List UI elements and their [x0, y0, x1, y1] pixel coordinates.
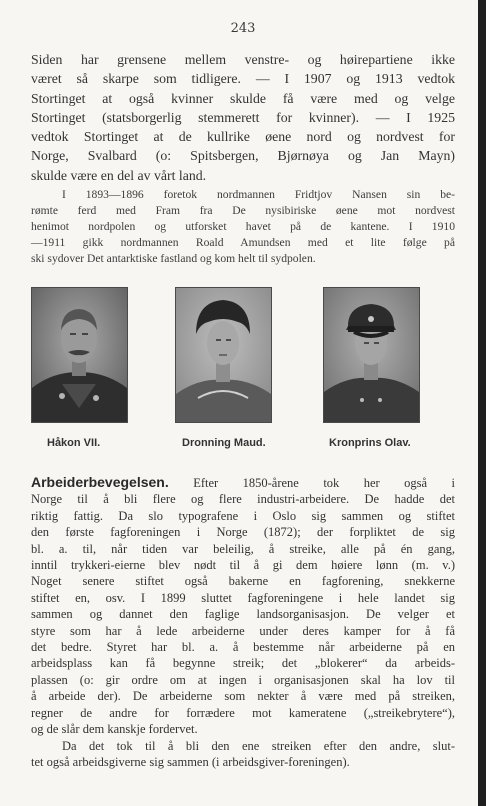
portrait-king-haakon [31, 287, 128, 423]
text-line: Norge, Svalbard (o: Spitsbergen, Bjørnøya og Jan Mayn) [31, 148, 455, 164]
text-line: skulde være en del av vårt land. [31, 167, 207, 183]
caption-crown-prince-olav: Kronprins Olav. [329, 437, 411, 449]
portrait-crown-prince-olav [323, 287, 420, 423]
text-line: Norge til å bli flere og flere industri-arbeidere. De hadde det [31, 492, 455, 507]
text-line: bl. a. til, når tiden var beleilig, å streike, alle på én gang, [31, 541, 455, 556]
paragraph-explorers [31, 187, 455, 267]
text-line: sammen og dannet den faglige landsorganisasjon. De velger et [31, 607, 455, 622]
text-line: ski sydover Det antarktiske fastland og kom helt til sydpolen. [31, 252, 316, 265]
text-line: —1911 gikk nordmannen Roald Amundsen med et lite følge på [31, 236, 455, 249]
scan-edge [478, 0, 486, 806]
text-line: været så skarpe som tidligere. — I 1907 og 1913 vedtok [31, 71, 455, 87]
text-line: inntil trykkeri-eierne blev nødt til å gi dem høiere lønn (m. v.) [31, 558, 455, 573]
text-line: Stortinget (statsborgerlig stemmerett for kvinner). — I 1925 [31, 109, 455, 125]
caption-queen-maud: Dronning Maud. [182, 437, 266, 449]
text-line: den første fagforeningen i Norge (1872); der forpliktet de sig [31, 525, 455, 540]
section-heading: Arbeiderbevegelsen. [31, 474, 169, 490]
text-line: tet også arbeidsgiverne sig sammen (i arbeidsgiver-foreningen). [31, 754, 350, 769]
heading-line-rest: Efter 1850-årene tok her også i [193, 476, 456, 490]
text-line: I 1893—1896 foretok nordmannen Fridtjov Nansen sin be- [62, 188, 455, 201]
text-line: plassen (o: gir ordre om at ingen i organisasjonen skal ha lov til [31, 672, 455, 687]
text-line: Siden har grensene mellem venstre- og høirepartiene ikke [31, 52, 455, 67]
text-line: vedtok Stortinget at de kullrike øene nord og nordvest for [31, 129, 455, 145]
text-line: Stortinget at også kvinner skulde få være med og velge [31, 90, 455, 106]
paragraph-suffrage [31, 50, 455, 185]
text-line: henimot nordpolen og utforsket havet på de kantene. I 1910 [31, 220, 455, 233]
page-number: 243 [230, 21, 256, 36]
text-line: regner de andre for forrædere mot kameratene („streikebrytere“), [31, 705, 455, 720]
portrait-queen-maud [175, 287, 272, 423]
paragraph-labour-movement [31, 474, 455, 770]
text-line: riktig fattig. Da slo typografene i Oslo sig sammen og stiftet [31, 508, 455, 523]
text-line: stiftet en, osv. I 1899 sluttet fagforeningene i hele landet sig [31, 590, 455, 605]
text-line: rømte ferd med Fram fra De nysibiriske øene mot nordvest [31, 204, 455, 217]
text-line: Da det tok til å bli den ene streiken efter den andre, slut- [62, 738, 455, 753]
caption-king-haakon: Håkon VII. [47, 437, 101, 449]
text-line [31, 474, 455, 491]
text-line: styre som har å lede arbeiderne under deres kamper for å få [31, 623, 455, 638]
text-line: Noget senere stiftet også bakerne en fagforening, snekkerne [31, 574, 455, 589]
text-line: å arbeide der). De arbeiderne som nekter å være med på streiken, [31, 689, 455, 704]
text-line: arbeidsplass kan få begynne streik; det „blokerer“ da arbeids- [31, 656, 455, 671]
text-line: det bedre. Styret har bl. a. å bestemme når arbeiderne på en [31, 640, 455, 655]
text-line: og de slår dem kanskje fordervet. [31, 722, 198, 737]
